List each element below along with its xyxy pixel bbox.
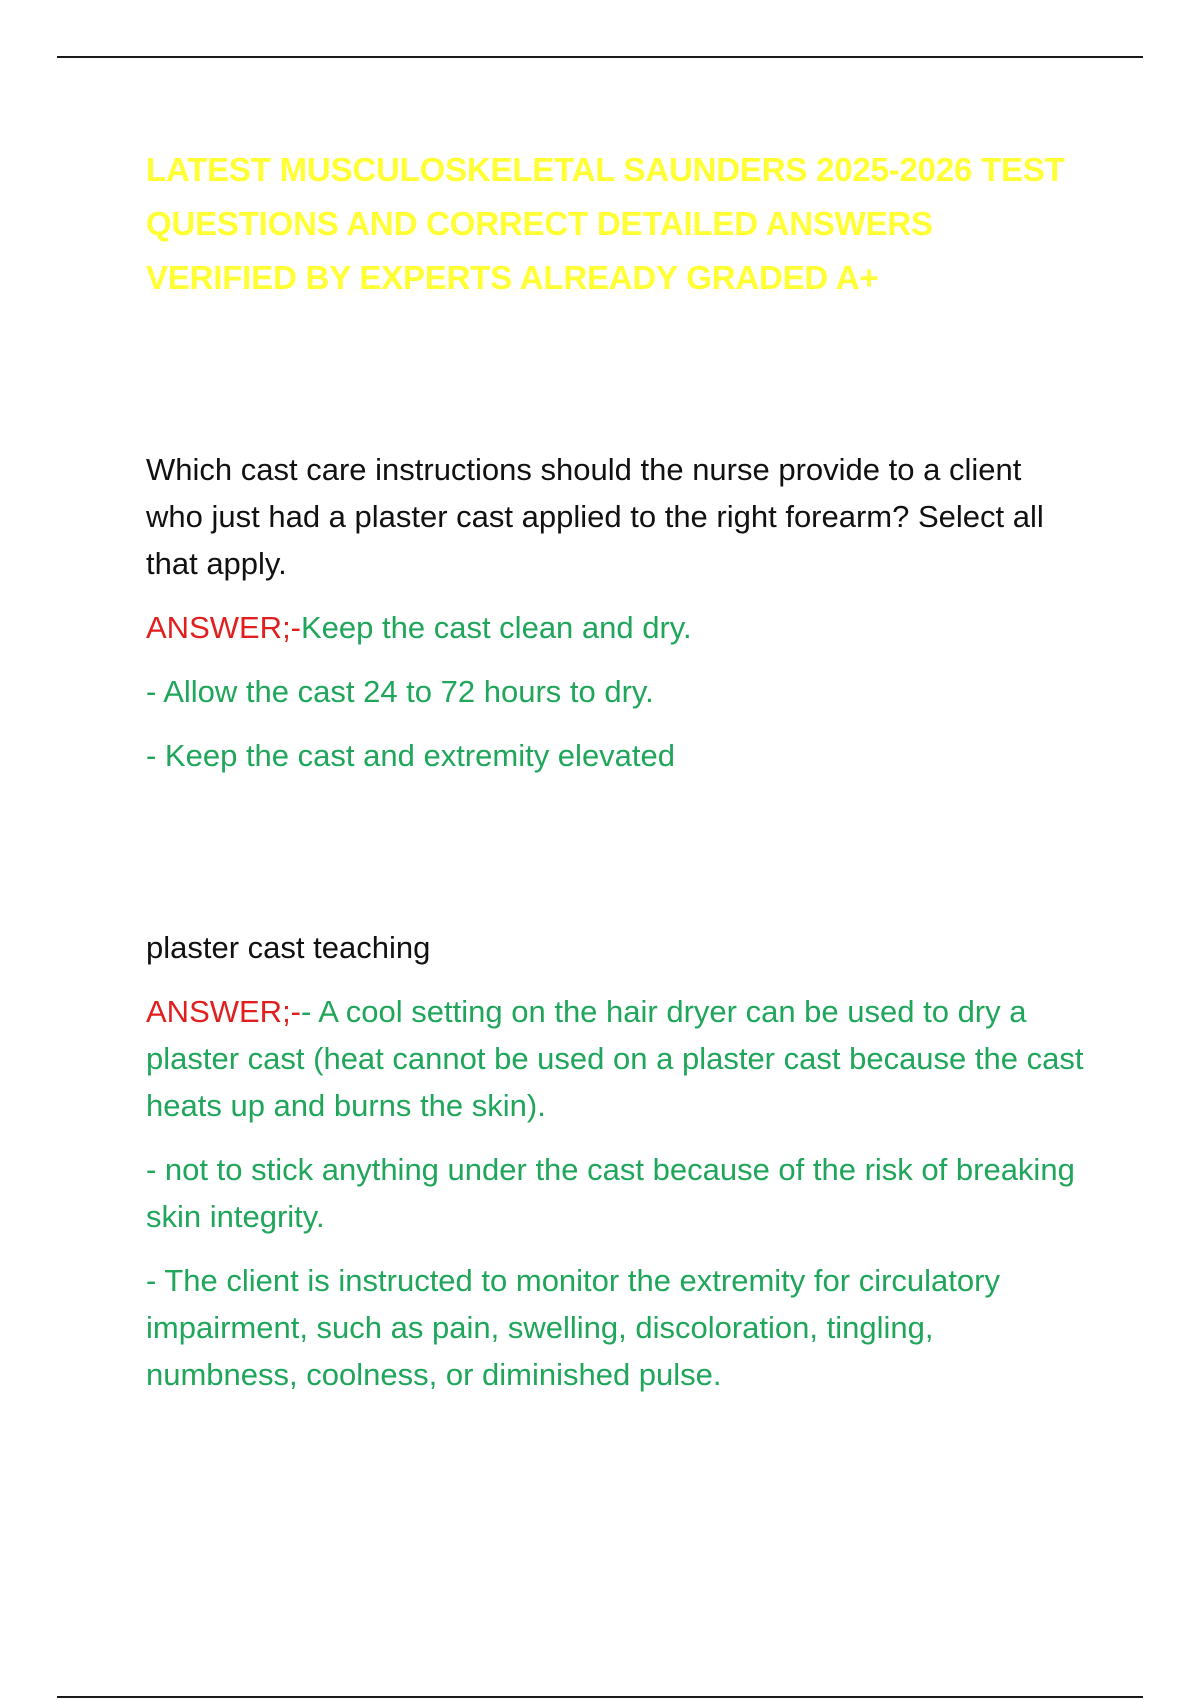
answer-text: Keep the cast clean and dry. — [301, 610, 692, 645]
answer-line — [146, 988, 1086, 1129]
document-title — [146, 143, 1086, 305]
answer-line — [146, 604, 1086, 651]
answer-label: ANSWER;- — [146, 994, 301, 1029]
answer-bullet: - Keep the cast and extremity elevated — [146, 738, 676, 773]
answer-bullet: - The client is instructed to monitor the extremity for circulatory impairment, such as pain, swelling, discoloration, tingling, numbness, coolness, or diminished pulse. — [146, 1263, 1000, 1392]
top-rule — [57, 56, 1143, 58]
question-text: plaster cast teaching — [146, 930, 431, 965]
answer-bullet: - not to stick anything under the cast because of the risk of breaking skin integrity. — [146, 1152, 1075, 1234]
answer-label: ANSWER;- — [146, 610, 301, 645]
bottom-rule — [57, 1696, 1143, 1698]
question-text: Which cast care instructions should the nurse provide to a client who just had a plaster cast applied to the right forearm? Select all that apply. — [146, 452, 1044, 581]
answer-bullet: - Allow the cast 24 to 72 hours to dry. — [146, 674, 654, 709]
title-line: LATEST MUSCULOSKELETAL SAUNDERS 2025-2026 TEST — [146, 151, 1065, 188]
title-line: QUESTIONS AND CORRECT DETAILED ANSWERS — [146, 205, 933, 242]
answer-text: - A cool setting on the hair dryer can be used to dry a plaster cast (heat cannot be used on a plaster cast because the cast heats up and burns the skin). — [146, 994, 1084, 1123]
title-line: VERIFIED BY EXPERTS ALREADY GRADED A+ — [146, 259, 879, 296]
question-block-1 — [146, 446, 1086, 779]
question-block-2 — [146, 924, 1086, 1398]
